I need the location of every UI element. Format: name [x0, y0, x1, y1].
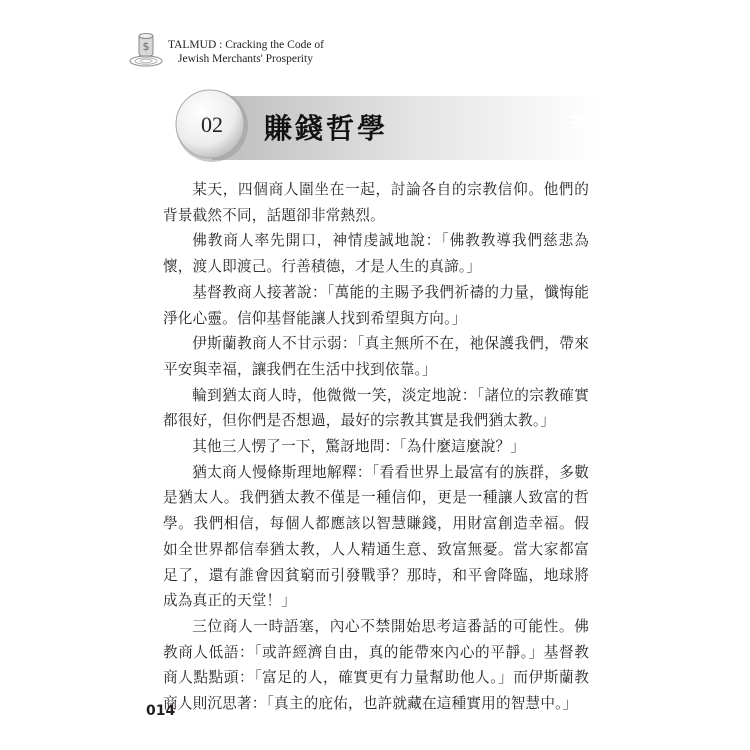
body-text	[163, 177, 589, 717]
paragraph: 基督教商人接著說：「萬能的主賜予我們祈禱的力量，懺悔能淨化心靈。信仰基督能讓人找到希望與方向。」	[163, 283, 589, 327]
paragraph: 猶太商人慢條斯理地解釋：「看看世界上最富有的族群，多數是猶太人。我們猶太教不僅是一種信仰，更是一種讓人致富的哲學。我們相信，每個人都應該以智慧賺錢，用財富創造幸福。假如全世界都信奉猶太教，人人精通生意、致富無憂。當大家都富足了，還有誰會因貧窮而引發戰爭？那時，和平會降臨，地球將成為真正的天堂！」	[163, 463, 589, 610]
stacked-coins-icon	[128, 28, 164, 68]
paragraph: 其他三人愣了一下，驚訝地問：「為什麼這麼說？」	[192, 438, 526, 456]
flying-coin-icon	[568, 107, 604, 137]
paragraph: 輪到猶太商人時，他微微一笑，淡定地說：「諸位的宗教確實都很好，但你們是否想過，最好的宗教其實是我們猶太教。」	[163, 386, 589, 430]
svg-text:$: $	[142, 40, 150, 53]
chapter-title: 賺錢哲學	[264, 112, 389, 145]
page-number: 014	[146, 703, 176, 719]
running-header	[168, 38, 324, 66]
header-title-line1: TALMUD : Cracking the Code of	[168, 39, 324, 51]
paragraph: 三位商人一時語塞，內心不禁開始思考這番話的可能性。佛教商人低語：「或許經濟自由，真的能帶來內心的平靜。」基督教商人點點頭：「富足的人，確實更有力量幫助他人。」而伊斯蘭教商人則沉思著：「真主的庇佑，也許就藏在這種實用的智慧中。」	[163, 617, 589, 713]
chapter-number: 02	[201, 112, 223, 137]
header-title-line2: Jewish Merchants' Prosperity	[178, 53, 313, 65]
paragraph: 伊斯蘭教商人不甘示弱：「真主無所不在，祂保護我們，帶來平安與幸福，讓我們在生活中找到依靠。」	[163, 335, 589, 378]
paragraph: 佛教商人率先開口，神情虔誠地說：「佛教教導我們慈悲為懷，渡人即渡己。行善積德，才是人生的真諦。」	[163, 232, 589, 276]
svg-text:$: $	[587, 116, 597, 131]
paragraph: 某天，四個商人圍坐在一起，討論各自的宗教信仰。他們的背景截然不同，話題卻非常熱烈。	[163, 181, 589, 224]
